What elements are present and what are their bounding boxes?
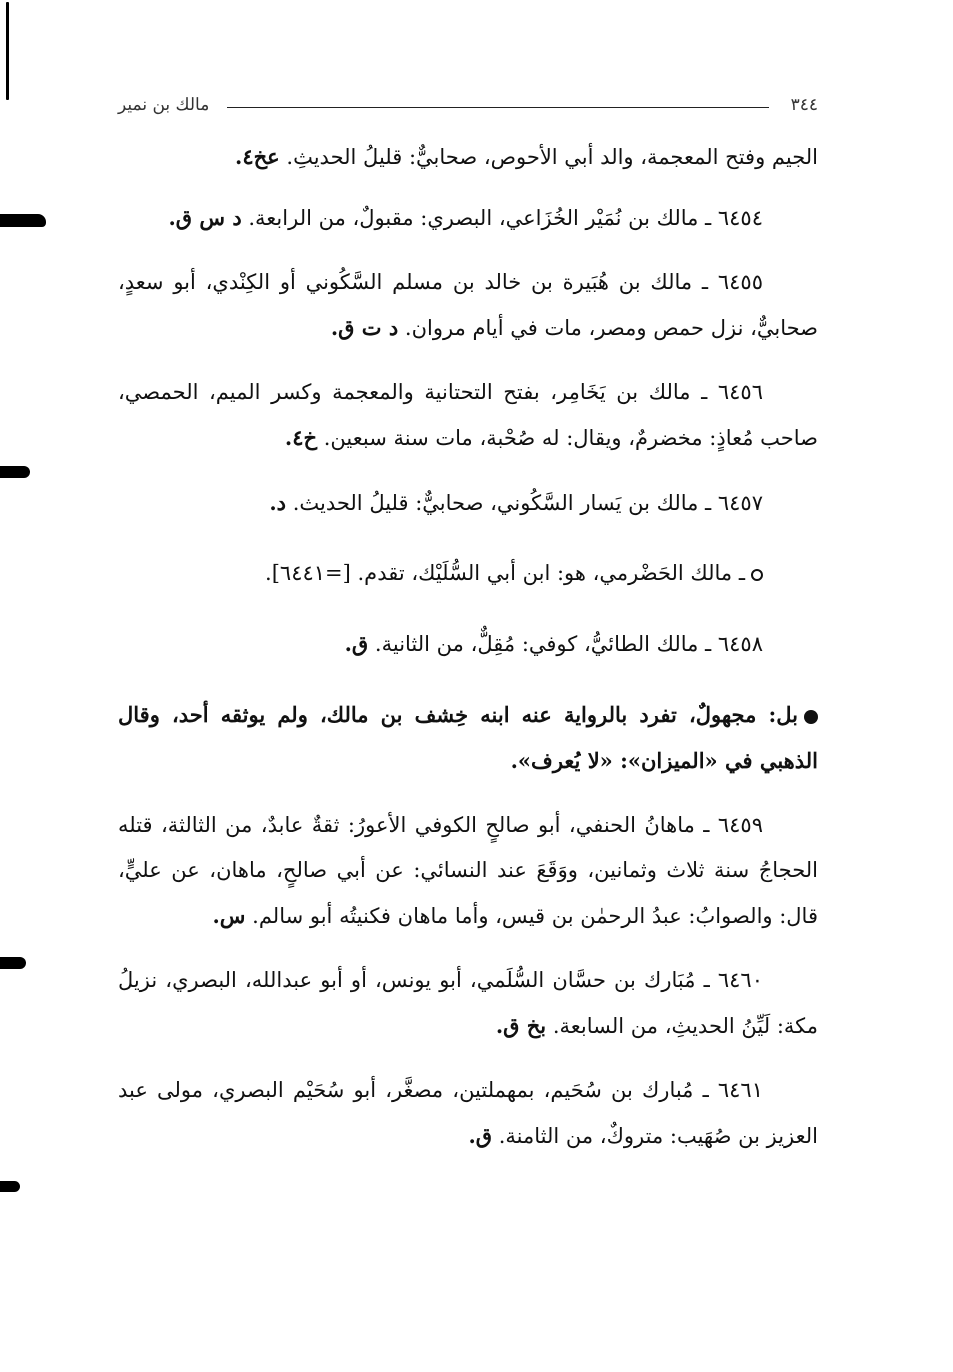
- entry-6458: [118, 621, 818, 667]
- page-number: ٣٤٤: [790, 95, 818, 115]
- editor-note: [118, 692, 818, 784]
- scan-edge-mark: [0, 214, 46, 227]
- entry-6457: [118, 480, 818, 526]
- entry-continuation: [118, 134, 818, 180]
- entry-code: ق.: [344, 631, 369, 656]
- entry-text: ٦٤٥٦ ـ مالك بن يَخَامِر، بفتح التحتانية والمعجمة وكسر الميم، الحمصي، صاحب مُعاذٍ: مخضرمٌ، ويقال: له صُحْبة، مات سنة سبعين.: [118, 380, 818, 450]
- entry-text: ٦٤٥٨ ـ مالك الطائيُّ، كوفي: مُقِلٌّ، من الثانية.: [374, 632, 763, 656]
- entry-code: بخ ق.: [495, 1013, 547, 1038]
- entry-code: د س ق.: [168, 205, 242, 230]
- entry-code: خ٤.: [284, 425, 318, 450]
- scan-edge-mark: [0, 466, 30, 478]
- filled-circle-icon: [804, 710, 818, 724]
- entry-code: س.: [212, 903, 246, 928]
- entry-cross-reference: [118, 551, 818, 596]
- scan-edge-mark: [0, 1181, 20, 1192]
- hollow-circle-icon: [751, 569, 763, 581]
- entry-text: ٦٤٥٧ ـ مالك بن يَسار السَّكُوني، صحابيٌّ: قليلُ الحديث.: [292, 491, 763, 515]
- entry-text: ٦٤٦٠ ـ مُبَارك بن حسَّان السُّلَمي، أبو يونس، أو أبو عبدالله، البصري، نزيلُ مكة: لَيِّنُ الحديثِ، من السابعة.: [118, 968, 818, 1038]
- entry-code: ق.: [468, 1123, 493, 1148]
- entry-6455: [118, 260, 818, 351]
- entry-text: الجيم وفتح المعجمة، والد أبي الأحوص، صحابيٌّ: قليلُ الحديثِ.: [286, 145, 818, 169]
- scan-edge-mark: [0, 957, 26, 969]
- entry-6454: [118, 195, 818, 241]
- entry-6459: [118, 803, 818, 939]
- entry-6461: [118, 1068, 818, 1159]
- entry-text: ٦٤٥٥ ـ مالك بن هُبَيرة بن خالد بن مسلم السَّكُوني أو الكِنْدي، أبو سعدٍ، صحابيٌّ، نزل حمص ومصر، مات في أيام مروان.: [118, 270, 818, 340]
- entry-text: بل: مجهولٌ، تفرد بالرواية عنه ابنه خِشف بن مالك، ولم يوثقه أحد، وقال الذهبي في «الميزان»: «لا يُعرف».: [118, 702, 818, 773]
- entry-6456: [118, 370, 818, 461]
- entry-6460: [118, 958, 818, 1049]
- running-title: مالك بن نمير: [118, 95, 210, 115]
- entry-code: عخ٤.: [235, 144, 280, 169]
- scan-edge-line: [6, 2, 9, 100]
- page-body: [118, 134, 818, 1178]
- entry-text: ٦٤٦١ ـ مُبارك بن سُحَيم، بمهملتين، مصغَّر، أبو سُحَيْم البصري، مولى عبد العزيز بن صُهَيب: متروكٌ، من الثامنة.: [118, 1078, 818, 1148]
- entry-code: د ت ق.: [330, 315, 399, 340]
- entry-text: ٦٤٥٤ ـ مالك بن نُمَيْر الخُزَاعي، البصري: مقبولٌ، من الرابعة.: [248, 206, 763, 230]
- page-header: [118, 90, 818, 120]
- entry-text: ـ مالك الحَضْرمي، هو: ابن أبي السُّلَيْك، تقدم. [=٦٤٤١].: [265, 561, 745, 585]
- header-rule: [227, 107, 768, 108]
- entry-text: ٦٤٥٩ ـ ماهانُ الحنفي، أبو صالحٍ الكوفي الأعورُ: ثقةٌ عابدٌ، من الثالثة، قتله الحجاجُ سنة ثلاث وثمانين، ووَقَعَ عند النسائي: عن أبي صالحٍ، ماهان، عن عليٍّ، قال: والصوابُ: عبدُ الرحمٰن بن قيس، وأما ماهان فكنيتُه أبو سالم.: [118, 813, 818, 928]
- entry-code: د.: [269, 490, 286, 515]
